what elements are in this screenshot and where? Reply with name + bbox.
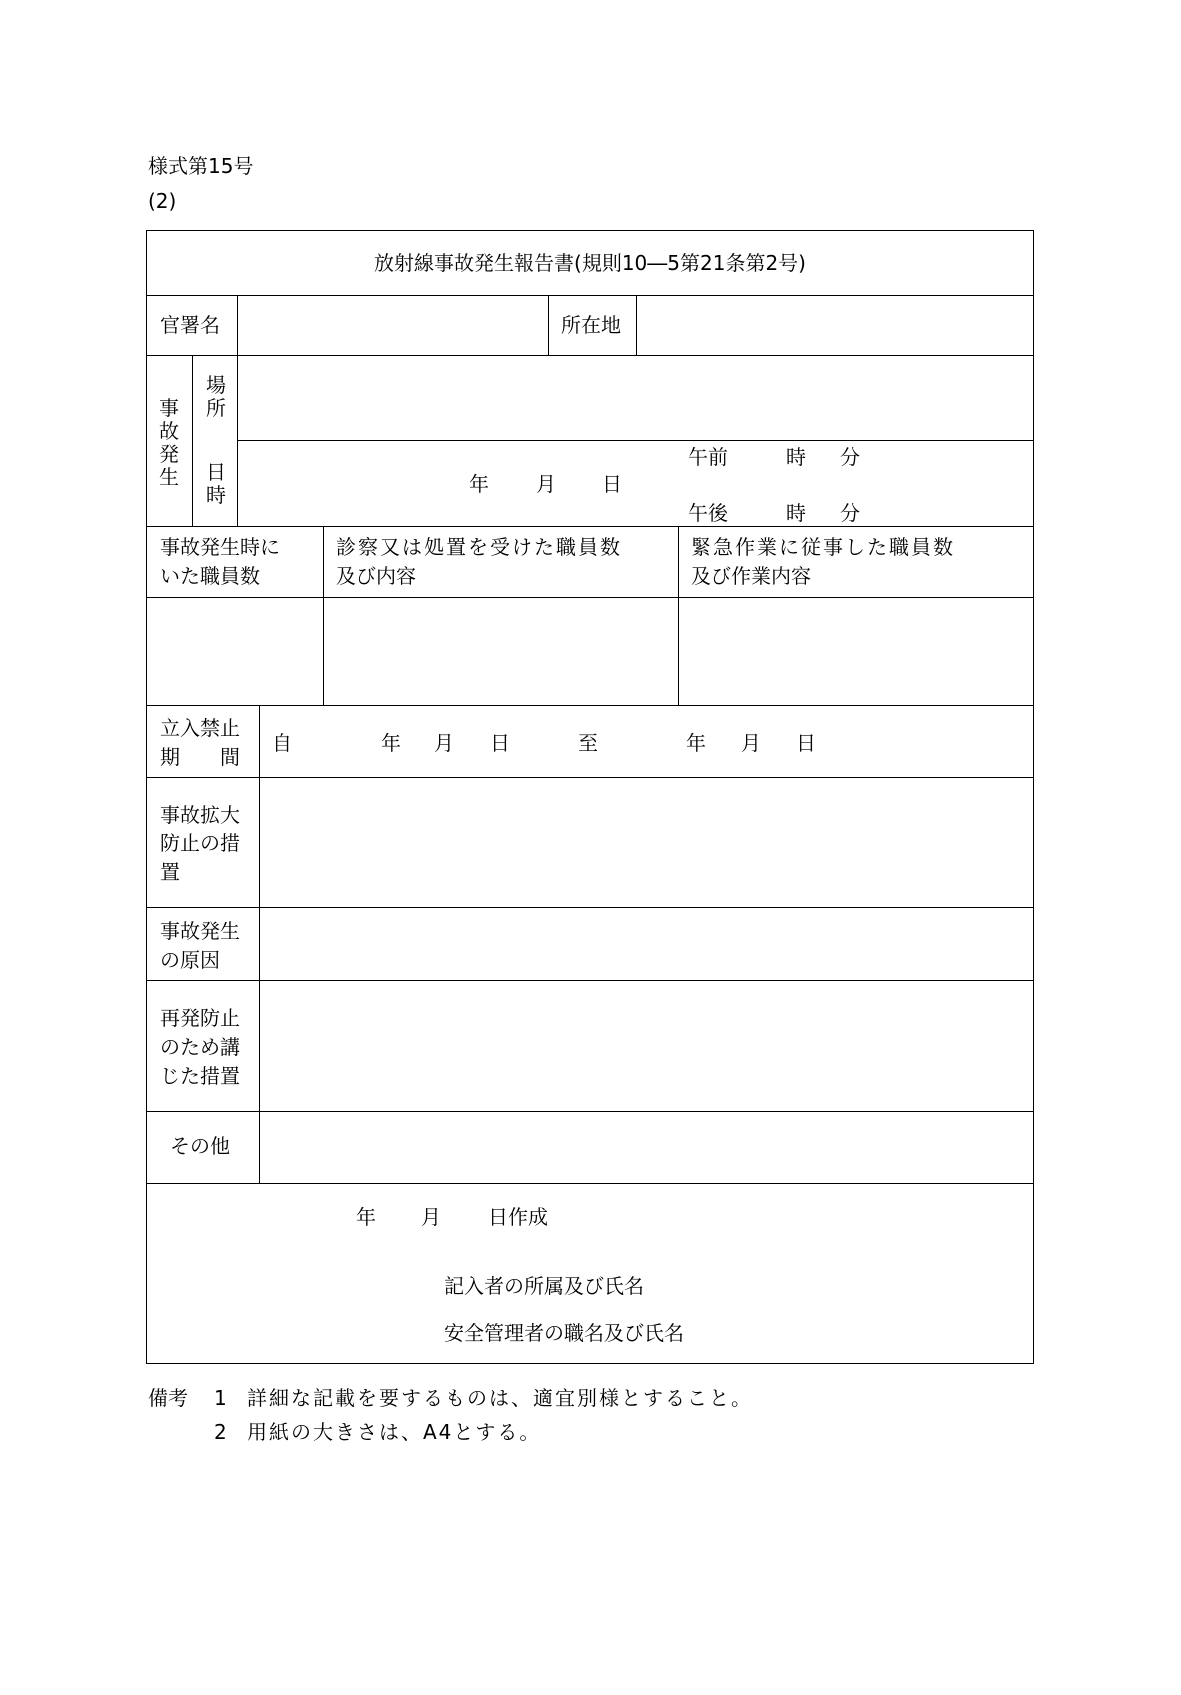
vrule-staff-col2 [678,526,679,705]
recurrence-label-line1: 再発防止 [160,1006,240,1030]
form-number: 様式第15号 [148,154,254,178]
datetime-field[interactable] [240,443,1031,524]
form-sub-number: (2) [148,189,177,213]
note-text: 用紙の大きさは、A4とする。 [247,1420,542,1444]
created-year-label: 年 [356,1205,376,1229]
from-day-label: 日 [490,731,510,755]
agency-field[interactable] [240,298,546,353]
restriction-label-line1: 立入禁止 [160,716,240,740]
rule-under-agency [146,355,1034,356]
rule-under-cause [146,980,1034,981]
place-field[interactable] [240,358,1031,438]
to-month-label: 月 [741,731,761,755]
date-month-label: 月 [536,472,556,496]
created-month-label: 月 [421,1205,441,1229]
recorder-field[interactable] [666,1268,1026,1300]
prevent-spread-label-line1: 事故拡大 [160,803,240,827]
note-number: 1 [214,1386,227,1410]
incident-group-text: 事故発生 [159,396,179,489]
rule-under-other [146,1183,1034,1184]
vrule-incident-sublabels [237,355,238,526]
treated-field[interactable] [326,600,676,703]
note-number: 2 [214,1420,227,1444]
created-day-label: 日作成 [488,1205,548,1229]
vrule-location-label [636,295,637,355]
notes-heading: 備考 [148,1386,188,1410]
rule-place-datetime [238,440,1034,441]
from-year-label: 年 [381,731,401,755]
pm-hour-label: 時 [786,501,806,525]
rule-under-staff-values [146,705,1034,706]
date-year-label: 年 [469,472,489,496]
recurrence-label-line2: のため講 [160,1035,240,1059]
rule-under-incident [146,526,1034,527]
rule-under-restriction [146,777,1034,778]
prevent-spread-field[interactable] [262,780,1031,905]
am-hour-label: 時 [786,445,806,469]
staff-present-label-line2: いた職員数 [160,564,260,588]
from-label: 自 [272,731,292,755]
to-label: 至 [578,731,598,755]
staff-present-field[interactable] [149,600,321,703]
recurrence-label-line3: じた措置 [160,1064,240,1088]
rule-under-recurrence [146,1111,1034,1112]
treated-label-line1: 診察又は処置を受けた職員数 [336,535,622,559]
prevent-spread-label-line3: 置 [160,860,180,884]
recorder-label: 記入者の所属及び氏名 [444,1274,644,1298]
restriction-label-line2: 期 間 [160,745,240,769]
prevent-spread-label-line2: 防止の措 [160,831,240,855]
vrule-agency-label [237,295,238,355]
emergency-label-line2: 及び作業内容 [691,564,811,588]
note-text: 詳細な記載を要するものは、適宜別様とすること。 [247,1386,753,1410]
place-label [205,374,227,420]
am-minute-label: 分 [840,445,860,469]
form-title: 放射線事故発生報告書(規則10―5第21条第2号) [374,251,806,275]
pm-minute-label: 分 [840,501,860,525]
incident-group-label [158,397,180,489]
datetime-label [205,461,227,507]
cause-label-line1: 事故発生 [160,919,240,943]
date-day-label: 日 [602,472,622,496]
vrule-staff-col1 [323,526,324,705]
staff-present-label-line1: 事故発生時に [160,535,280,559]
vrule-incident-group [192,355,193,526]
rule-under-staff-headers [146,597,1034,598]
emergency-label-line1: 緊急作業に従事した職員数 [691,535,955,559]
location-field[interactable] [639,298,1031,353]
rule-under-prevent-spread [146,907,1034,908]
manager-label: 安全管理者の職名及び氏名 [444,1321,684,1345]
pm-label: 午後 [688,501,728,525]
agency-label: 官署名 [160,313,220,337]
am-label: 午前 [688,445,728,469]
to-year-label: 年 [686,731,706,755]
rule-under-title [146,295,1034,296]
manager-field[interactable] [714,1315,1026,1347]
emergency-field[interactable] [681,600,1031,703]
vrule-agency-value [548,295,549,355]
place-label-text: 場所 [206,373,226,420]
location-label: 所在地 [561,313,621,337]
treated-label-line2: 及び内容 [336,564,416,588]
cause-field[interactable] [262,910,1031,978]
to-day-label: 日 [796,731,816,755]
vrule-lower-labels [259,705,260,1183]
cause-label-line2: の原因 [160,948,220,972]
from-month-label: 月 [434,731,454,755]
other-label: その他 [170,1134,230,1158]
restriction-period-field[interactable] [262,708,1031,775]
datetime-label-text: 日時 [206,460,226,507]
other-field[interactable] [262,1114,1031,1181]
recurrence-field[interactable] [262,983,1031,1109]
